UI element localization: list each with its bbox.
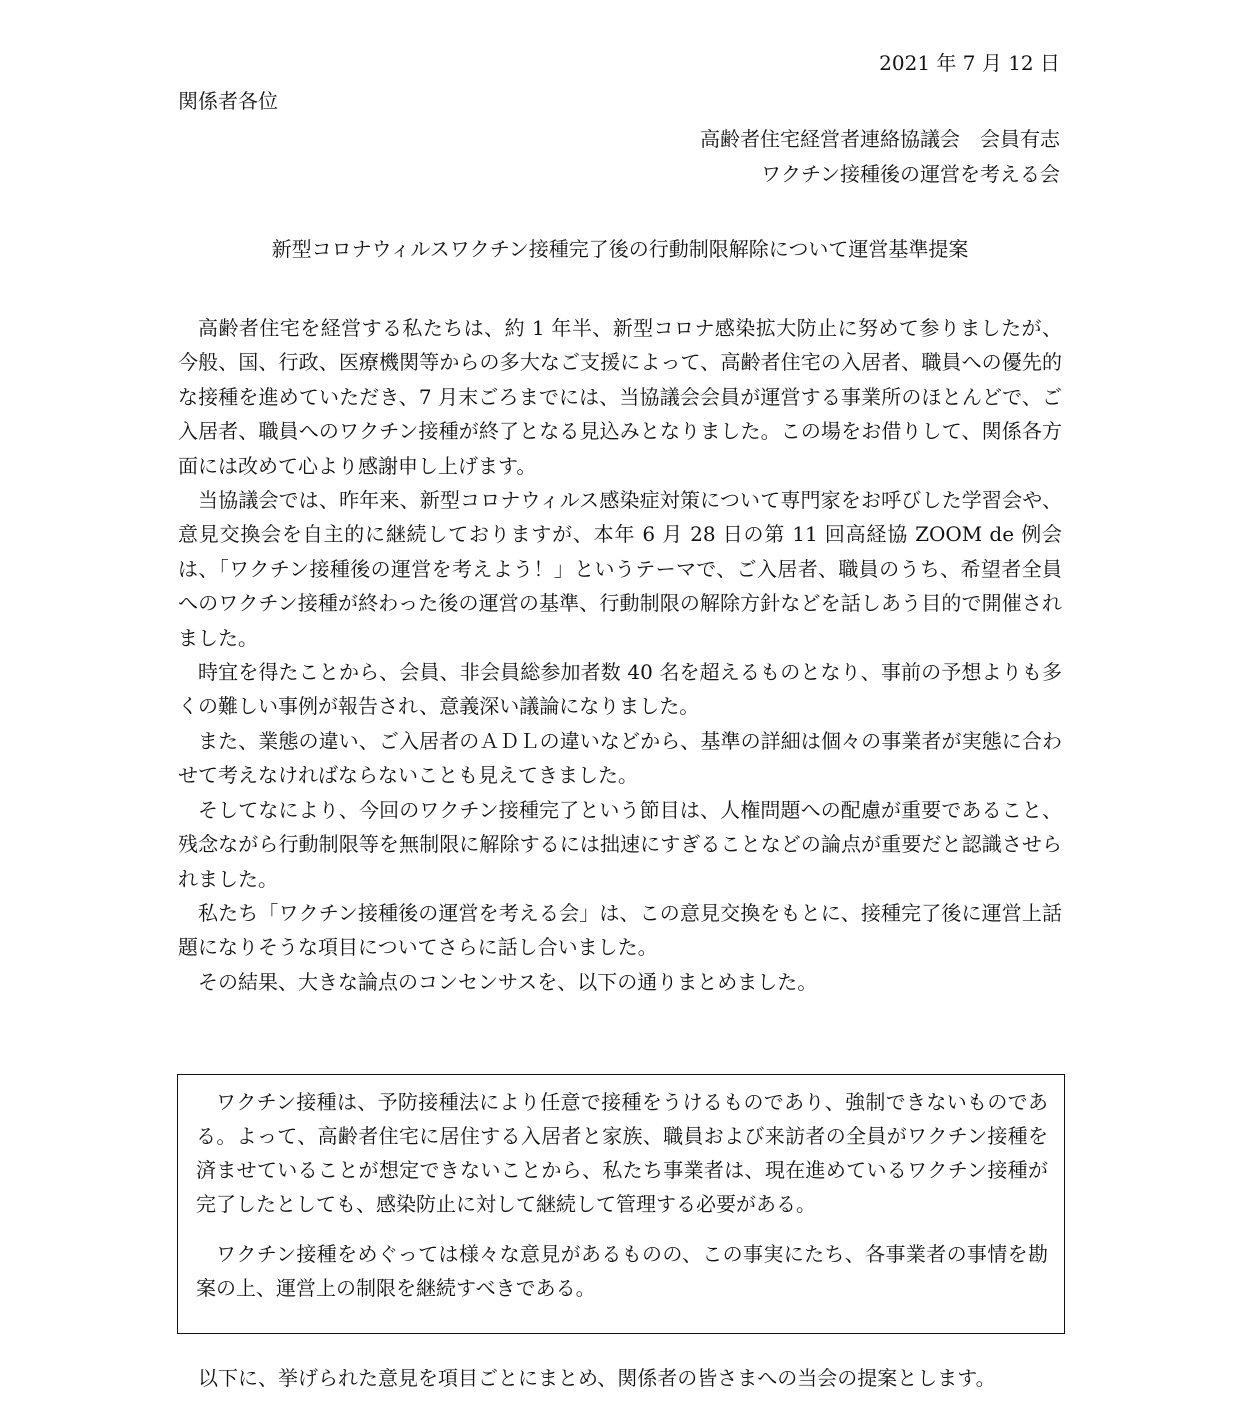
body-paragraph: 時宜を得たことから、会員、非会員総参加者数 40 名を超えるものとなり、事前の予想よりも多くの難しい事例が報告され、意義深い議論になりました。 xyxy=(178,660,1062,719)
body-paragraph: 高齢者住宅を経営する私たちは、約 1 年半、新型コロナ感染拡大防止に努めて参りましたが、今般、国、行政、医療機関等からの多大なご支援によって、高齢者住宅の入居者、職員への優先的な接種を進めていただき、7 月末ごろまでには、当協議会会員が運営する事業所のほとんどで、ご入居者、職員へのワクチン接種が終了となる見込みとなりました。この場をお借りして、関係各方面には改めて心より感謝申し上げます。 xyxy=(178,316,1062,478)
closing-statement: 以下に、挙げられた意見を項目ごとにまとめ、関係者の皆さまへの当会の提案とします。 xyxy=(198,1366,996,1390)
consensus-summary-box xyxy=(177,1074,1065,1334)
sender-organization: 高齢者住宅経営者連絡協議会 会員有志 xyxy=(700,127,1060,151)
body-paragraph: 私たち「ワクチン接種後の運営を考える会」は、この意見交換をもとに、接種完了後に運営上話題になりそうな項目についてさらに話し合いました。 xyxy=(178,900,1062,960)
body-paragraph: その結果、大きな論点のコンセンサスを、以下の通りまとめました。 xyxy=(198,969,818,994)
body-paragraph: 当協議会では、昨年来、新型コロナウィルス感染症対策について専門家をお呼びした学習会や、意見交換会を自主的に継続しておりますが、本年 6 月 28 日の第 11 回高経協 ZOOM de 例会は、「ワクチン接種後の運営を考えよう！」というテーマで、ご入居者、職員のうち、希望者全員へのワクチン接種が終わった後の運営の基準、行動制限の解除方針などを話しあう目的で開催されました。 xyxy=(178,488,1062,650)
sender-group: ワクチン接種後の運営を考える会 xyxy=(761,162,1060,186)
summary-paragraph: ワクチン接種をめぐっては様々な意見があるものの、この事実にたち、各事業者の事情を勘案の上、運営上の制限を継続すべきである。 xyxy=(196,1242,1048,1300)
body-paragraph: また、業態の違い、ご入居者のＡＤＬの違いなどから、基準の詳細は個々の事業者が実態に合わせて考えなければならないことも見えてきました。 xyxy=(178,728,1062,788)
document-date: 2021 年 7 月 12 日 xyxy=(879,51,1060,75)
addressee: 関係者各位 xyxy=(178,89,278,113)
body-paragraph: そしてなにより、今回のワクチン接種完了という節目は、人権問題への配慮が重要であること、残念ながら行動制限等を無制限に解除するには拙速にすぎることなどの論点が重要だと認識させられました。 xyxy=(178,797,1062,891)
summary-paragraph: ワクチン接種は、予防接種法により任意で接種をうけるものであり、強制できないものである。よって、高齢者住宅に居住する入居者と家族、職員および来訪者の全員がワクチン接種を済ませていることが想定できないことから、私たち事業者は、現在進めているワクチン接種が完了したとしても、感染防止に対して継続して管理する必要がある。 xyxy=(196,1090,1048,1216)
document-body xyxy=(178,311,1062,999)
document-title: 新型コロナウィルスワクチン接種完了後の行動制限解除について運営基準提案 xyxy=(271,237,969,261)
